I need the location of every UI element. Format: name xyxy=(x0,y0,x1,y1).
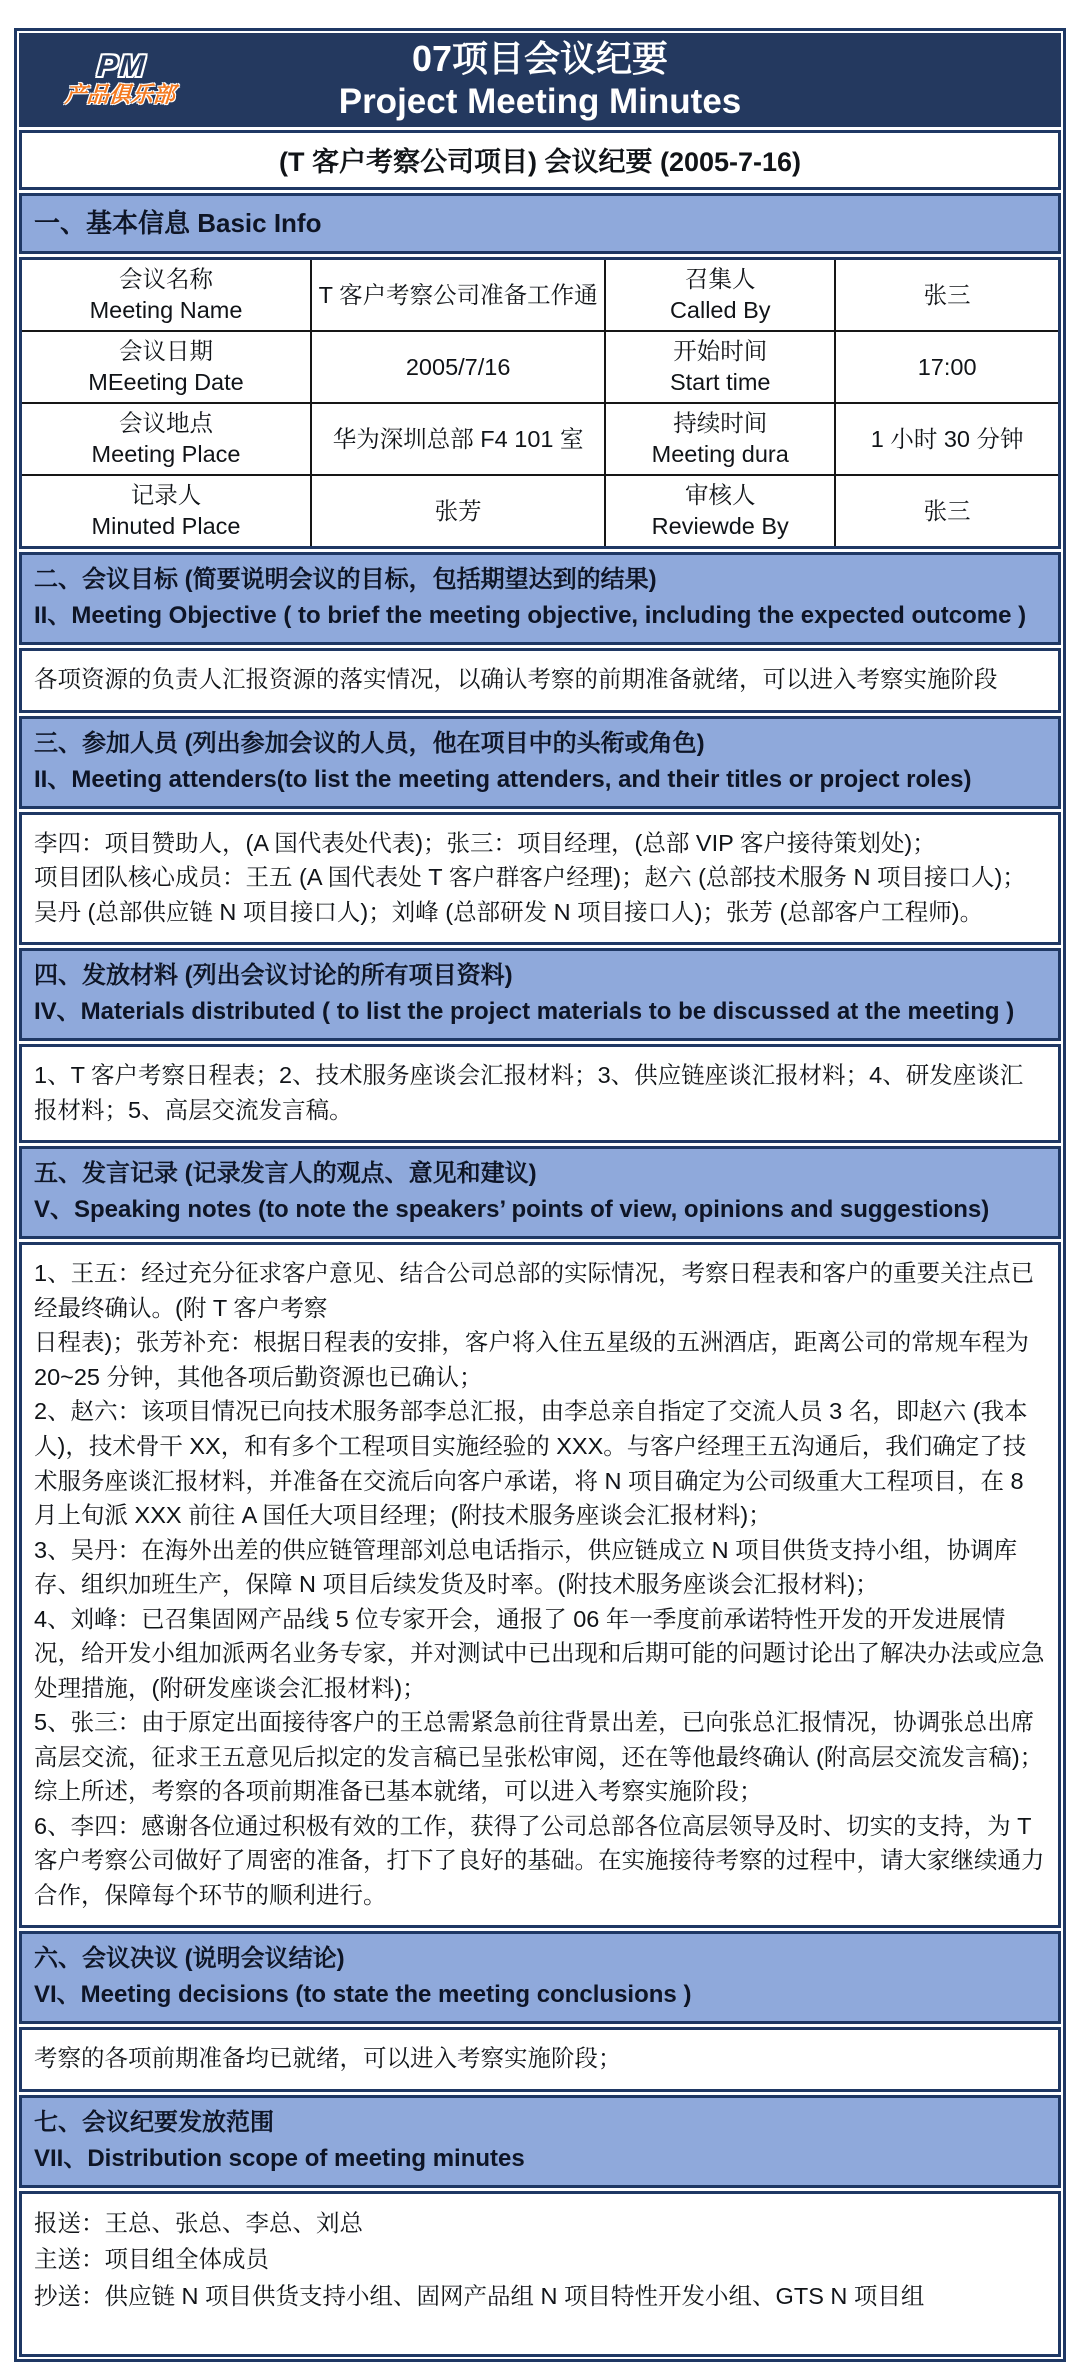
called-by-label-en: Called By xyxy=(669,297,771,324)
recorder-label-cn: 记录人 xyxy=(130,482,202,509)
section-decisions-title-cn: 六、会议决议 (说明会议结论) xyxy=(34,1945,345,1973)
section-body-speaking-notes xyxy=(19,1242,1061,1928)
section-header-decisions xyxy=(19,1931,1061,2024)
reviewer-label-cn: 审核人 xyxy=(684,482,756,509)
distribution-submitted-to: 报送：王总、张总、李总、刘总 xyxy=(34,2209,363,2236)
section-header-materials xyxy=(19,948,1061,1041)
reviewer-label-en: Reviewde By xyxy=(651,513,789,540)
duration-label xyxy=(605,403,835,475)
meeting-place-value: 华为深圳总部 F4 101 室 xyxy=(311,403,605,475)
document-header xyxy=(19,33,1061,127)
section-attendees-title-en: II、Meeting attenders(to list the meeting attenders, and their titles or project roles) xyxy=(34,765,972,793)
speaking-note-2: 2、赵六：该项目情况已向技术服务部李总汇报，由李总亲自指定了交流人员 3 名，即赵六 (我本人)，技术骨干 XX，和有多个工程项目实施经验的 XXX。与客户经理王五沟通后，我们确定了技术服务座谈汇报材料，并准备在交流后向客户承诺，将 N 项目确定为公司级重大工程项目，在 8 月上旬派 XXX 前往 A 国任大项目经理；(附技术服务座谈会汇报材料)； xyxy=(34,1398,1028,1529)
start-time-label xyxy=(605,331,835,403)
speaking-note-6: 6、李四：感谢各位通过积极有效的工作，获得了公司总部各位高层领导及时、切实的支持，为 T 客户考察公司做好了周密的准备，打下了良好的基础。在实施接待考察的过程中，请大家继续通力合作，保障每个环节的顺利进行。 xyxy=(34,1812,1045,1908)
meeting-place-label xyxy=(22,403,311,475)
attendees-text-2: 项目团队核心成员：王五 (A 国代表处 T 客户群客户经理)；赵六 (总部技术服务 N 项目接口人)；吴丹 (总部供应链 N 项目接口人)；刘峰 (总部研发 N 项目接口人)；张芳 (总部客户工程师)。 xyxy=(34,864,1026,925)
meeting-place-label-en: Meeting Place xyxy=(91,441,241,468)
speaking-note-1b: 日程表)；张芳补充：根据日程表的安排，客户将入住五星级的五洲酒店，距离公司的常规车程为 20~25 分钟，其他各项后勤资源也已确认； xyxy=(34,1329,1029,1390)
meeting-date-value: 2005/7/16 xyxy=(311,331,605,403)
recorder-value: 张芳 xyxy=(311,475,605,546)
section-distribution-title-cn: 七、会议纪要发放范围 xyxy=(34,2108,274,2136)
attendees-text-1: 李四：项目赞助人，(A 国代表处代表)；张三：项目经理，(总部 VIP 客户接待策划处)； xyxy=(34,829,936,856)
meeting-minutes-document xyxy=(14,28,1066,2362)
duration-label-cn: 持续时间 xyxy=(673,410,768,437)
meeting-name-label xyxy=(22,260,311,331)
recorder-label-en: Minuted Place xyxy=(91,513,241,540)
section-attendees-title-cn: 三、参加人员 (列出参加会议的人员，他在项目中的头衔或角色) xyxy=(34,729,705,757)
section-header-attendees xyxy=(19,716,1061,809)
section-body-decisions xyxy=(19,2027,1061,2092)
reviewer-label xyxy=(605,475,835,546)
speaking-note-3: 3、吴丹：在海外出差的供应链管理部刘总电话指示，供应链成立 N 项目供货支持小组，协调库存、组织加班生产，保障 N 项目后续发货及时率。(附技术服务座谈会汇报材料)； xyxy=(34,1536,1018,1598)
start-time-label-en: Start time xyxy=(669,369,771,396)
objective-text: 各项资源的负责人汇报资源的落实情况，以确认考察的前期准备就绪，可以进入考察实施阶段 xyxy=(34,666,998,693)
table-row-meeting-name xyxy=(22,260,1058,331)
section-materials-title-cn: 四、发放材料 (列出会议讨论的所有项目资料) xyxy=(34,962,513,990)
meeting-name-label-en: Meeting Name xyxy=(89,297,243,324)
section-header-speaking-notes xyxy=(19,1146,1061,1239)
called-by-label xyxy=(605,260,835,331)
materials-text: 1、T 客户考察日程表；2、技术服务座谈会汇报材料；3、供应链座谈汇报材料；4、研发座谈汇报材料；5、高层交流发言稿。 xyxy=(34,1062,1024,1123)
section-body-objective xyxy=(19,648,1061,713)
distribution-main-to: 主送：项目组全体成员 xyxy=(34,2246,269,2273)
document-subtitle: (T 客户考察公司项目) 会议纪要 (2005-7-16) xyxy=(19,130,1061,190)
duration-value: 1 小时 30 分钟 xyxy=(835,403,1058,475)
basic-info-table xyxy=(22,260,1058,546)
section-objective-title-cn: 二、会议目标 (简要说明会议的目标，包括期望达到的结果) xyxy=(34,566,657,594)
recorder-label xyxy=(22,475,311,546)
called-by-label-cn: 召集人 xyxy=(684,266,756,292)
speaking-note-4: 4、刘峰：已召集固网产品线 5 位专家开会，通报了 06 年一季度前承诺特性开发的开发进展情况，给开发小组加派两名业务专家，并对测试中已出现和后期可能的问题讨论出了解决办法或应急处理措施，(附研发座谈会汇报材料)； xyxy=(34,1605,1045,1701)
section-header-distribution xyxy=(19,2095,1061,2188)
table-row-recorder xyxy=(22,475,1058,546)
meeting-place-label-cn: 会议地点 xyxy=(119,410,214,437)
meeting-name-label-cn: 会议名称 xyxy=(119,266,214,292)
section-decisions-title-en: VI、Meeting decisions (to state the meeting conclusions ) xyxy=(34,1981,692,2009)
section-speaking-notes-title-cn: 五、发言记录 (记录发言人的观点、意见和建议) xyxy=(34,1160,537,1188)
section-distribution-title-en: VII、Distribution scope of meeting minutes xyxy=(34,2144,525,2172)
meeting-date-label-en: MEeeting Date xyxy=(88,369,244,396)
document-title-en: Project Meeting Minutes xyxy=(338,81,742,121)
called-by-value: 张三 xyxy=(835,260,1058,331)
meeting-date-label-cn: 会议日期 xyxy=(119,338,214,365)
section-objective-title-en: II、Meeting Objective ( to brief the meeting objective, including the expected outcome ) xyxy=(34,602,1027,630)
duration-label-en: Meeting dura xyxy=(651,441,789,468)
basic-info-table-block xyxy=(19,257,1061,549)
reviewer-value: 张三 xyxy=(835,475,1058,546)
section-body-materials xyxy=(19,1044,1061,1143)
speaking-note-1: 1、王五：经过充分征求客户意见、结合公司总部的实际情况，考察日程表和客户的重要关注点已经最终确认。(附 T 客户考察 xyxy=(34,1260,1035,1321)
distribution-copy-to: 抄送：供应链 N 项目供货支持小组、固网产品组 N 项目特性开发小组、GTS N 项目组 xyxy=(34,2282,925,2309)
table-row-meeting-date xyxy=(22,331,1058,403)
start-time-label-cn: 开始时间 xyxy=(673,338,768,365)
section-materials-title-en: IV、Materials distributed ( to list the project materials to be discussed at the meeting ) xyxy=(34,998,1015,1026)
meeting-name-value: T 客户考察公司准备工作通 xyxy=(311,260,605,331)
start-time-value: 17:00 xyxy=(835,331,1058,403)
section-speaking-notes-title-en: V、Speaking notes (to note the speakers’ points of view, opinions and suggestions) xyxy=(34,1196,990,1224)
decisions-text: 考察的各项前期准备均已就绪，可以进入考察实施阶段； xyxy=(34,2045,622,2072)
product-club-logo-text: 产品俱乐部 xyxy=(64,82,176,107)
speaking-note-5: 5、张三：由于原定出面接待客户的王总需紧急前往背景出差，已向张总汇报情况，协调张总出席高层交流，征求王五意见后拟定的发言稿已呈张松审阅，还在等他最终确认 (附高层交流发言稿)；综上所述，考察的各项前期准备已基本就绪，可以进入考察实施阶段； xyxy=(34,1709,1044,1805)
meeting-date-label xyxy=(22,331,311,403)
table-row-meeting-place xyxy=(22,403,1058,475)
pm-club-logo xyxy=(64,50,178,107)
pm-logo-text: PM xyxy=(96,50,148,83)
section-header-basic-info: 一、基本信息 Basic Info xyxy=(19,193,1061,254)
section-header-objective xyxy=(19,552,1061,645)
document-title-cn: 07项目会议纪要 xyxy=(411,37,669,79)
section-body-attendees xyxy=(19,812,1061,946)
